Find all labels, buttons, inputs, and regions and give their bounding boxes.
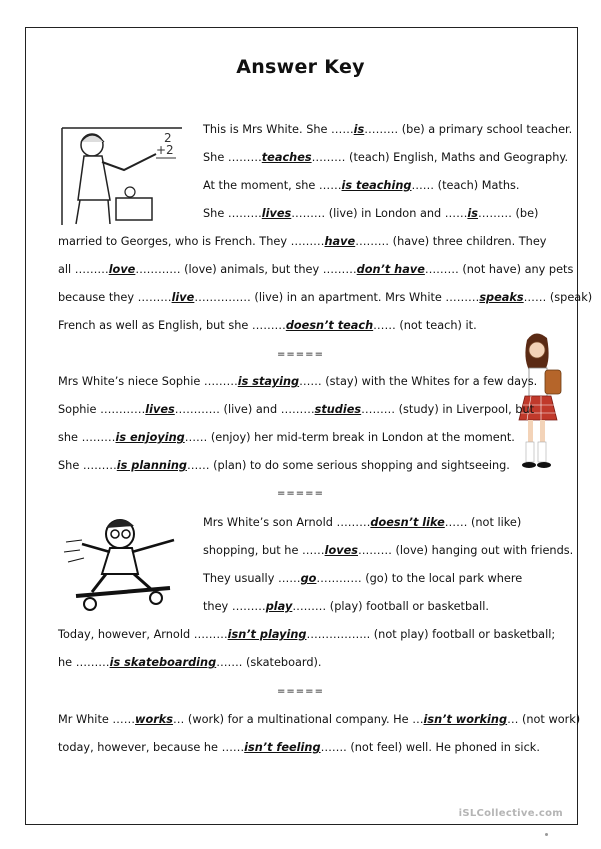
text-line: Sophie …………lives………… (live) and ………studies……… (study) in Liverpool, but: [58, 403, 535, 416]
text-line: Mrs White’s niece Sophie ………is staying…… (stay) with the Whites for a few days.: [58, 375, 538, 388]
answer: speaks: [479, 291, 524, 304]
answer: lives: [145, 403, 175, 416]
section-separator: =====: [277, 349, 324, 360]
section-separator: =====: [277, 488, 324, 499]
answer: is: [467, 207, 479, 220]
answer: is enjoying: [115, 431, 185, 444]
text-line: Today, however, Arnold ………isn’t playing…………….. (not play) football or basketball;: [58, 628, 556, 641]
answer: is: [353, 123, 365, 136]
text-line: Mrs White’s son Arnold ………doesn’t like…… (not like): [203, 516, 522, 529]
answer: don’t have: [356, 263, 425, 276]
answer: doesn’t like: [370, 516, 445, 529]
answer: is planning: [116, 459, 187, 472]
answer: studies: [314, 403, 362, 416]
section-separator: =====: [277, 686, 324, 697]
text-line: Mr White ……works… (work) for a multinational company. He …isn’t working… (not work): [58, 713, 581, 726]
text-line: they ………play……… (play) football or basketball.: [203, 600, 489, 613]
site-watermark: iSLCollective.com: [458, 808, 563, 819]
teacher-at-blackboard-icon: [52, 120, 187, 230]
text-line: he ………is skateboarding……. (skateboard).: [58, 656, 322, 669]
page-dot: [545, 833, 548, 836]
answer: play: [265, 600, 293, 613]
answer: is staying: [237, 375, 300, 388]
answer: isn’t playing: [227, 628, 307, 641]
text-line: married to Georges, who is French. They ………have……… (have) three children. They: [58, 235, 547, 248]
text-line: She ………teaches……… (teach) English, Maths and Geography.: [203, 151, 569, 164]
answer: have: [324, 235, 356, 248]
answer: is skateboarding: [109, 656, 217, 669]
text-line: At the moment, she ……is teaching…… (teach) Maths.: [203, 179, 520, 192]
text-line: They usually ……go………… (go) to the local park where: [203, 572, 523, 585]
answer: is teaching: [341, 179, 412, 192]
page-title: Answer Key: [236, 56, 365, 78]
answer: loves: [324, 544, 358, 557]
answer: love: [108, 263, 136, 276]
svg-text:2: 2: [164, 131, 172, 145]
text-line: today, however, because he ……isn’t feeling……. (not feel) well. He phoned in sick.: [58, 741, 540, 754]
answer: teaches: [261, 151, 312, 164]
text-line: shopping, but he ……loves……… (love) hanging out with friends.: [203, 544, 574, 557]
boy-on-skateboard-icon: [62, 512, 187, 612]
text-line: This is Mrs White. She ……is……… (be) a primary school teacher.: [203, 123, 573, 136]
answer: lives: [261, 207, 292, 220]
answer: isn’t working: [423, 713, 508, 726]
answer: live: [171, 291, 195, 304]
text-line: because they ………live…………… (live) in an apartment. Mrs White ………speaks…… (speak): [58, 291, 593, 304]
text-line: all ………love………… (love) animals, but they ………don’t have……… (not have) any pets: [58, 263, 574, 276]
answer: go: [300, 572, 317, 585]
answer: works: [135, 713, 174, 726]
text-line: She ………lives……… (live) in London and ……is……… (be): [203, 207, 539, 220]
text-line: French as well as English, but she ………doesn’t teach…… (not teach) it.: [58, 319, 477, 332]
text-line: she ………is enjoying…… (enjoy) her mid-term break in London at the moment.: [58, 431, 515, 444]
svg-text:+2: +2: [156, 143, 174, 157]
answer: isn’t feeling: [244, 741, 321, 754]
text-line: She ………is planning…… (plan) to do some serious shopping and sightseeing.: [58, 459, 510, 472]
answer: doesn’t teach: [285, 319, 374, 332]
